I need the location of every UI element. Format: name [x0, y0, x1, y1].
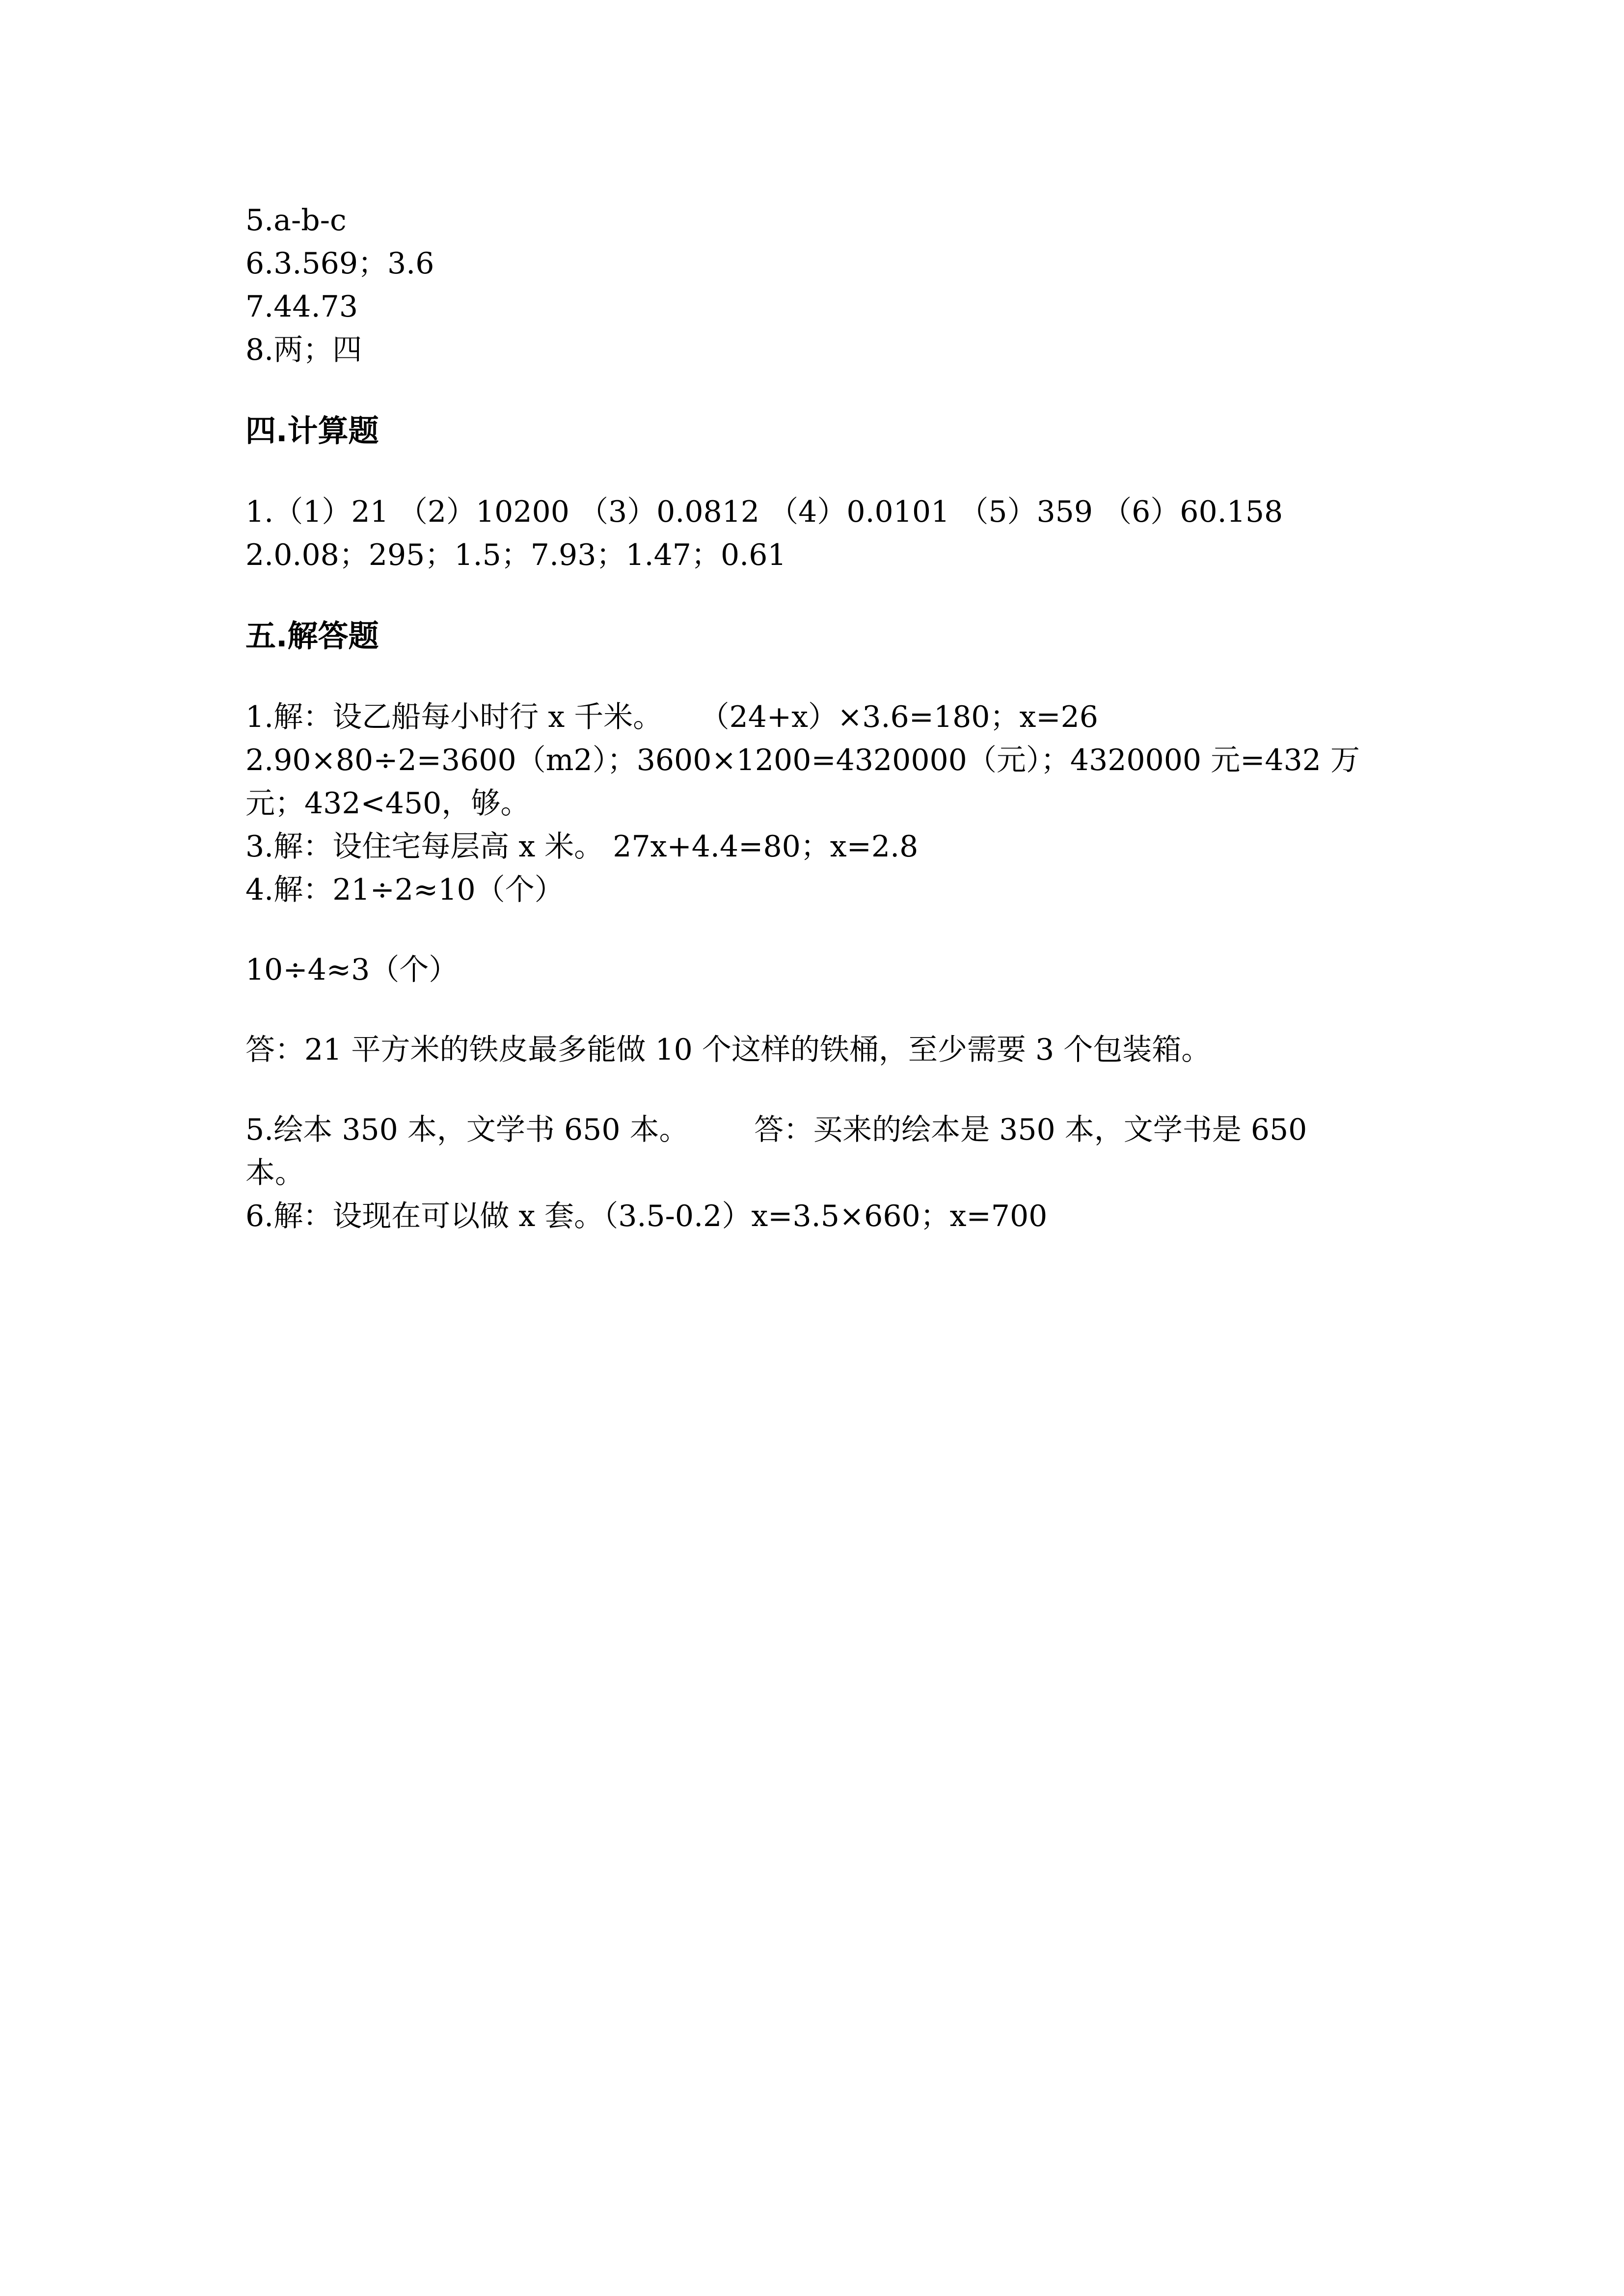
answer-line-3-7: 7.44.73	[245, 290, 358, 324]
answer-line-5-4-answer: 答：21 平方米的铁皮最多能做 10 个这样的铁桶，至少需要 3 个包装箱。	[245, 1033, 1211, 1067]
answer-line-4-1: 1.（1）21 （2）10200 （3）0.0812 （4）0.0101 （5）359 （6）60.158	[245, 495, 1283, 529]
answer-line-5-3: 3.解：设住宅每层高 x 米。 27x+4.4=80；x=2.8	[245, 829, 919, 864]
answer-line-4-2: 2.0.08；295；1.5；7.93；1.47；0.61	[245, 538, 786, 572]
answer-line-5-4: 4.解：21÷2≈10（个）	[245, 873, 564, 907]
section-heading-word-problems: 五.解答题	[245, 618, 379, 654]
answer-line-3-5: 5.a-b-c	[245, 203, 347, 238]
answer-line-3-8: 8.两；四	[245, 333, 362, 367]
answer-line-5-5: 5.绘本 350 本，文学书 650 本。 答：买来的绘本是 350 本，文学书是 650 本。	[245, 1113, 1317, 1190]
answer-line-5-2: 2.90×80÷2=3600（m2）；3600×1200=4320000（元）；4320000 元=432 万元；432<450，够。	[245, 743, 1360, 821]
answer-line-3-6: 6.3.569；3.6	[245, 246, 434, 281]
answer-line-5-4-step: 10÷4≈3（个）	[245, 953, 459, 987]
section-heading-calculation: 四.计算题	[245, 413, 379, 449]
answer-content	[245, 199, 1375, 1238]
answer-line-5-6: 6.解：设现在可以做 x 套。（3.5-0.2）x=3.5×660；x=700	[245, 1199, 1048, 1233]
answer-line-5-1: 1.解：设乙船每小时行 x 千米。 （24+x）×3.6=180；x=26	[245, 700, 1098, 734]
